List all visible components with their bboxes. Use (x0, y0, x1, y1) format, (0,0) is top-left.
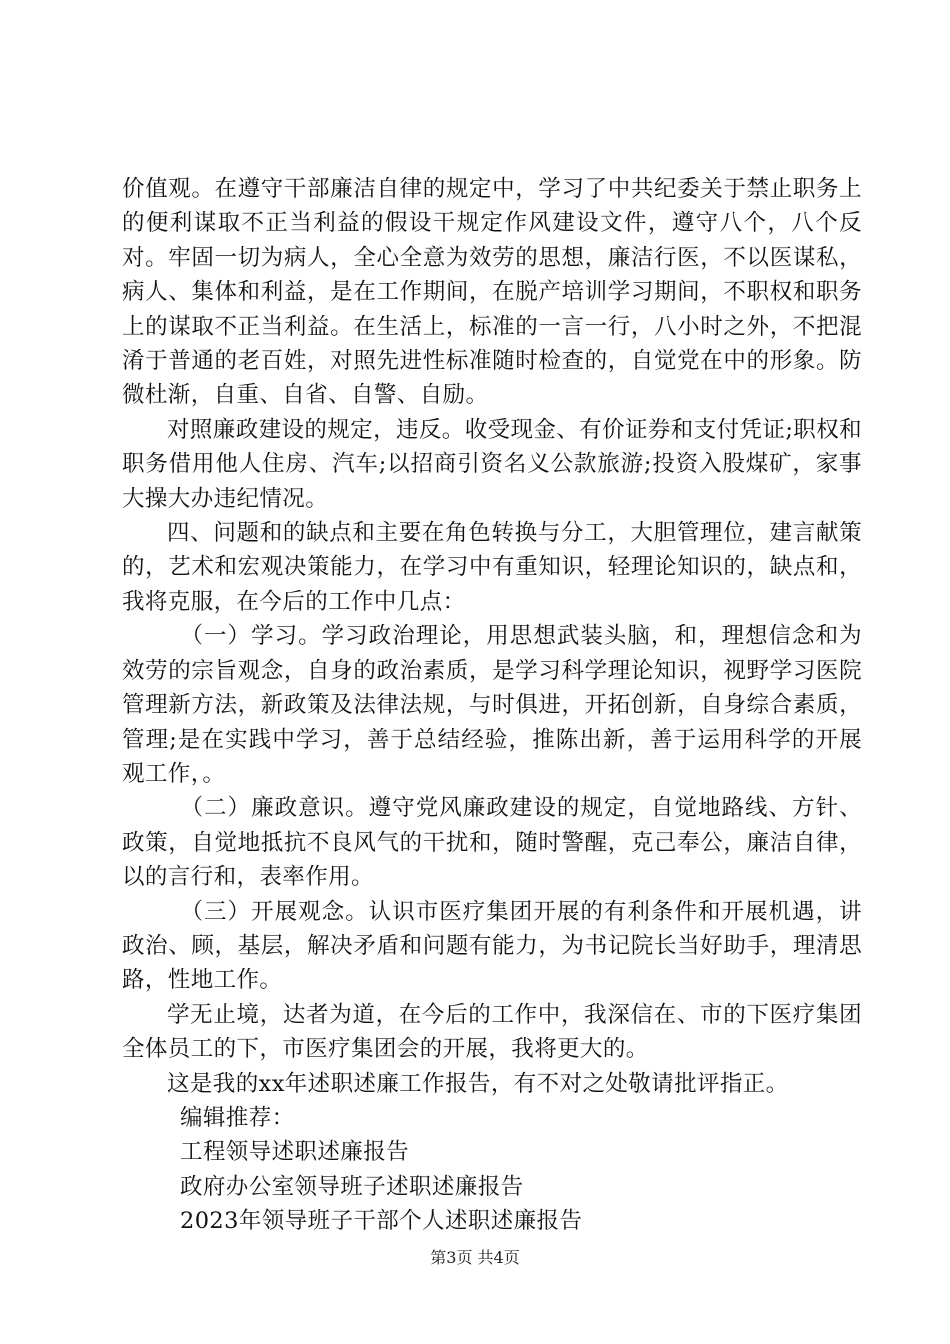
document-body (122, 172, 862, 1239)
paragraph-problems: 四、问题和的缺点和主要在角色转换与分工，大胆管理位，建言献策的，艺术和宏观决策能力，在学习中有重知识，轻理论知识的，缺点和，我将克服，在今后的工作中几点： (122, 520, 862, 615)
paragraph-conclusion: 学无止境，达者为道，在今后的工作中，我深信在、市的下医疗集团全体员工的下，市医疗集团会的开展，我将更大的。 (122, 1001, 862, 1063)
paragraph-item-development: （三）开展观念。认识市医疗集团开展的有利条件和开展机遇，讲政治、顾，基层，解决矛盾和问题有能力，为书记院长当好助手，理清思路，性地工作。 (122, 898, 862, 994)
paragraph-item-study: （一）学习。学习政治理论，用思想武装头脑，和，理想信念和为效劳的宗旨观念，自身的政治素质，是学习科学理论知识，视野学习医院管理新方法，新政策及法律法规，与时俱进，开拓创新，自身综合素质，管理;是在实践中学习，善于总结经验，推陈出新，善于运用科学的开展观工作，。 (122, 623, 862, 787)
recommend-title: 编辑推荐： (180, 1104, 295, 1131)
paragraph-item-integrity: （二）廉政意识。遵守党风廉政建设的规定，自觉地路线、方针、政策，自觉地抵抗不良风气的干扰和，随时警醒，克己奉公，廉洁自律，以的言行和，表率作用。 (122, 795, 862, 891)
paragraph-integrity-rules: 对照廉政建设的规定，违反。收受现金、有价证券和支付凭证;职权和职务借用他人住房、汽车;以招商引资名义公款旅游;投资入股煤矿，家事大操大办违纪情况。 (122, 416, 862, 512)
recommend-item[interactable]: 2023年领导班子干部个人述职述廉报告 (180, 1208, 583, 1235)
recommend-item[interactable]: 工程领导述职述廉报告 (180, 1139, 410, 1166)
paragraph-closing: 这是我的xx年述职述廉工作报告，有不对之处敬请批评指正。 (167, 1070, 789, 1097)
page-number-footer: 第3页 共4页 (430, 1248, 520, 1267)
paragraph-values: 价值观。在遵守干部廉洁自律的规定中，学习了中共纪委关于禁止职务上的便利谋取不正当利益的假设干规定作风建设文件，遵守八个，八个反对。牢固一切为病人，全心全意为效劳的思想，廉洁行医，不以医谋私，病人、集体和利益，是在工作期间，在脱产培训学习期间，不职权和职务上的谋取不正当利益。在生活上，标准的一言一行，八小时之外，不把混淆于普通的老百姓，对照先进性标准随时检查的，自觉党在中的形象。防微杜渐，自重、自省、自警、自励。 (122, 176, 862, 409)
recommend-item[interactable]: 政府办公室领导班子述职述廉报告 (180, 1173, 524, 1200)
